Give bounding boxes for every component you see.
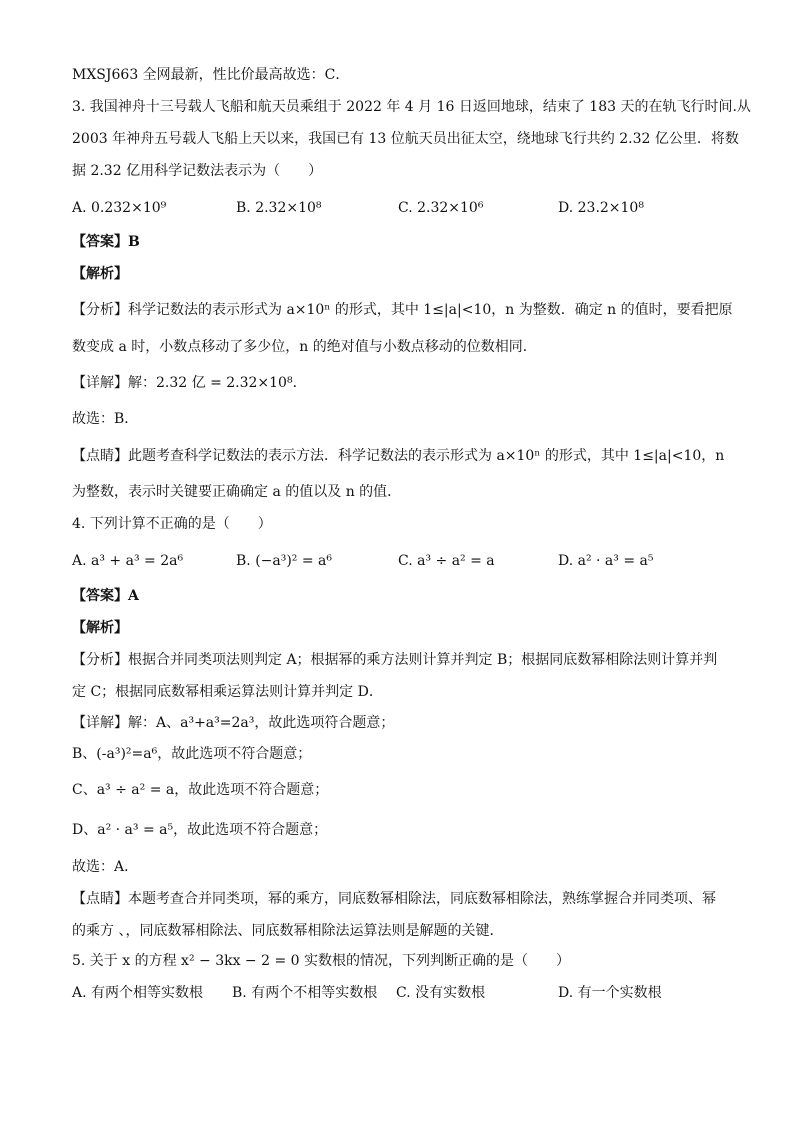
choice-text: 故选：A． (72, 859, 139, 875)
question-3-option-d: D. 23.2×10⁸ (558, 200, 644, 216)
comment-text: 【点睛】本题考查合并同类项，幂的乘方，同底数幂相除法，同底数幂相除法，熟练掌握合并同类项、幂 (72, 891, 716, 907)
question-4-option-c: C. a³ ÷ a² = a (398, 553, 495, 569)
question-3-option-a: A. 0.232×10⁹ (72, 200, 167, 216)
question-5-option-a: A. 有两个相等实数根 (72, 985, 204, 1001)
comment-text: 【点睛】此题考查科学记数法的表示方法．科学记数法的表示形式为 a×10ⁿ 的形式，其中 1≤|a|<10，n (72, 448, 725, 464)
analysis-text: 【分析】科学记数法的表示形式为 a×10ⁿ 的形式，其中 1≤|a|<10，n 为整数．确定 n 的值时，要看把原 (72, 302, 733, 318)
comment-text: 的乘方 、，同底数幂相除法、同底数幂相除法运算法则是解题的关键． (72, 923, 504, 939)
question-5-option-d: D. 有一个实数根 (558, 985, 662, 1001)
question-3-text: 3. 我国神舟十三号载人飞船和航天员乘组于 2022 年 4 月 16 日返回地球，结束了 183 天的在轨飞行时间.从 (72, 99, 751, 115)
header-line: MXSJ663 全网最新，性比价最高故选：C． (72, 67, 350, 83)
detail-text: D、a² · a³ = a⁵，故此选项不符合题意； (72, 822, 328, 838)
detail-text: B、(-a³)²=a⁶，故此选项不符合题意； (72, 746, 312, 762)
question-3-text: 2003 年神舟五号载人飞船上天以来，我国已有 13 位航天员出征太空，绕地球飞行共约 2.32 亿公里．将数 (72, 131, 739, 147)
analysis-label: 【解析】 (72, 266, 128, 282)
analysis-text: 定 C；根据同底数幂相乘运算法则计算并判定 D． (72, 684, 383, 700)
question-4-option-b: B. (−a³)² = a⁶ (236, 553, 333, 569)
detail-text: 【详解】解：2.32 亿 = 2.32×10⁸． (72, 375, 307, 391)
question-4-option-a: A. a³ + a³ = 2a⁶ (72, 553, 184, 569)
question-3-option-b: B. 2.32×10⁸ (236, 200, 322, 216)
question-3-text: 据 2.32 亿用科学记数法表示为（ ） (72, 163, 323, 179)
detail-text: C、a³ ÷ a² = a，故此选项不符合题意； (72, 782, 329, 798)
analysis-text: 数变成 a 时，小数点移动了多少位，n 的绝对值与小数点移动的位数相同． (72, 339, 537, 355)
analysis-label: 【解析】 (72, 620, 128, 636)
question-4-text: 4. 下列计算不正确的是（ ） (72, 516, 272, 532)
comment-text: 为整数，表示时关键要正确确定 a 的值以及 n 的值． (72, 484, 402, 500)
question-5-option-b: B. 有两个不相等实数根 (232, 985, 378, 1001)
question-3-option-c: C. 2.32×10⁶ (398, 200, 484, 216)
detail-text: 【详解】解：A、a³+a³=2a³，故此选项符合题意； (72, 715, 395, 731)
answer-label: 【答案】A (72, 588, 139, 604)
answer-label: 【答案】B (72, 234, 140, 250)
choice-text: 故选：B． (72, 411, 139, 427)
analysis-text: 【分析】根据合并同类项法则判定 A；根据幂的乘方法则计算并判定 B；根据同底数幂相除法则计算并判 (72, 652, 718, 668)
question-5-text: 5. 关于 x 的方程 x² − 3kx − 2 = 0 实数根的情况，下列判断正确的是（ ） (72, 953, 571, 969)
question-4-option-d: D. a² · a³ = a⁵ (558, 553, 654, 569)
question-5-option-c: C. 没有实数根 (396, 985, 486, 1001)
